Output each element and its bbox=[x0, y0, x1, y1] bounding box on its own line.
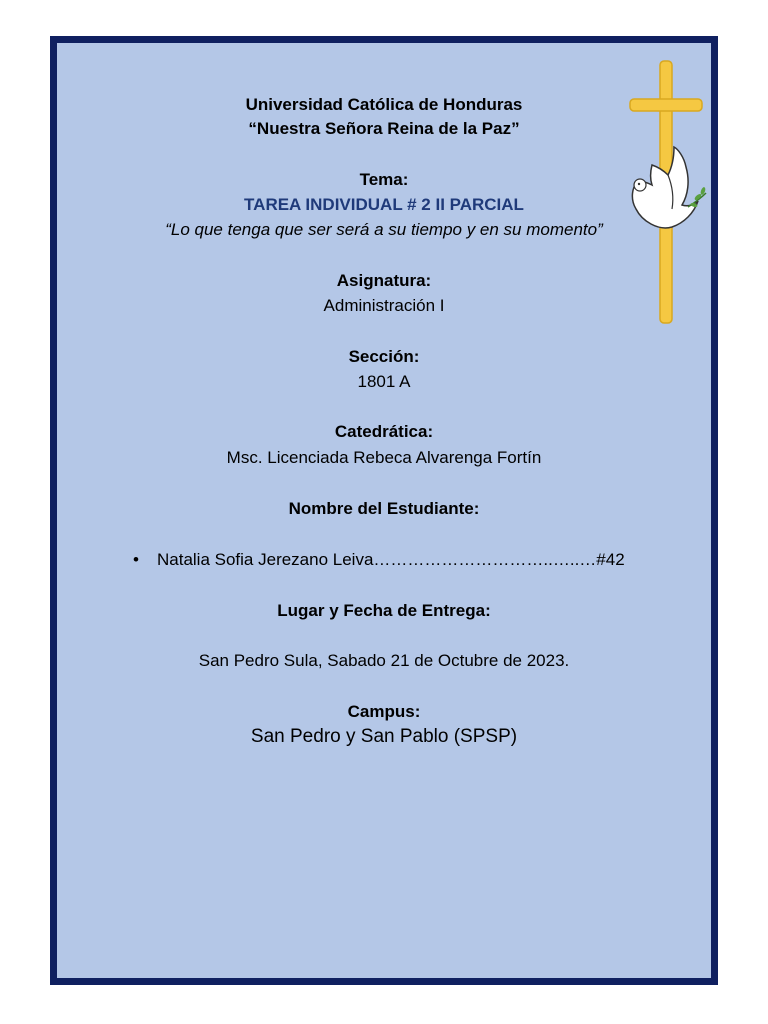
cross-horizontal-beam bbox=[630, 99, 702, 111]
cover-content bbox=[57, 43, 711, 978]
assignment-title: TAREA INDIVIDUAL # 2 II PARCIAL bbox=[244, 195, 524, 214]
tema-label: Tema: bbox=[359, 170, 409, 189]
cover-page bbox=[50, 36, 718, 985]
asignatura-label: Asignatura: bbox=[336, 271, 432, 290]
dove-head bbox=[634, 179, 646, 191]
cross-with-dove-icon bbox=[628, 59, 708, 325]
asignatura-value: Administración I bbox=[323, 296, 445, 315]
entrega-label: Lugar y Fecha de Entrega: bbox=[277, 601, 491, 620]
seccion-label: Sección: bbox=[348, 347, 420, 366]
seccion-value: 1801 A bbox=[357, 372, 411, 391]
campus-value: San Pedro y San Pablo (SPSP) bbox=[250, 726, 518, 747]
university-motto: “Nuestra Señora Reina de la Paz” bbox=[248, 119, 520, 138]
student-name: Natalia Sofia Jerezano Leiva…………………………..…..…#42 bbox=[157, 550, 625, 569]
university-name: Universidad Católica de Honduras bbox=[245, 95, 523, 114]
estudiante-label: Nombre del Estudiante: bbox=[288, 499, 480, 518]
campus-label: Campus: bbox=[347, 702, 421, 721]
catedratica-label: Catedrática: bbox=[334, 422, 434, 441]
assignment-quote: “Lo que tenga que ser será a su tiempo y en su momento” bbox=[165, 220, 603, 239]
dove-eye bbox=[638, 183, 640, 185]
entrega-value: San Pedro Sula, Sabado 21 de Octubre de 2023. bbox=[198, 651, 570, 670]
bullet-icon: • bbox=[133, 550, 139, 569]
catedratica-value: Msc. Licenciada Rebeca Alvarenga Fortín bbox=[226, 448, 542, 467]
